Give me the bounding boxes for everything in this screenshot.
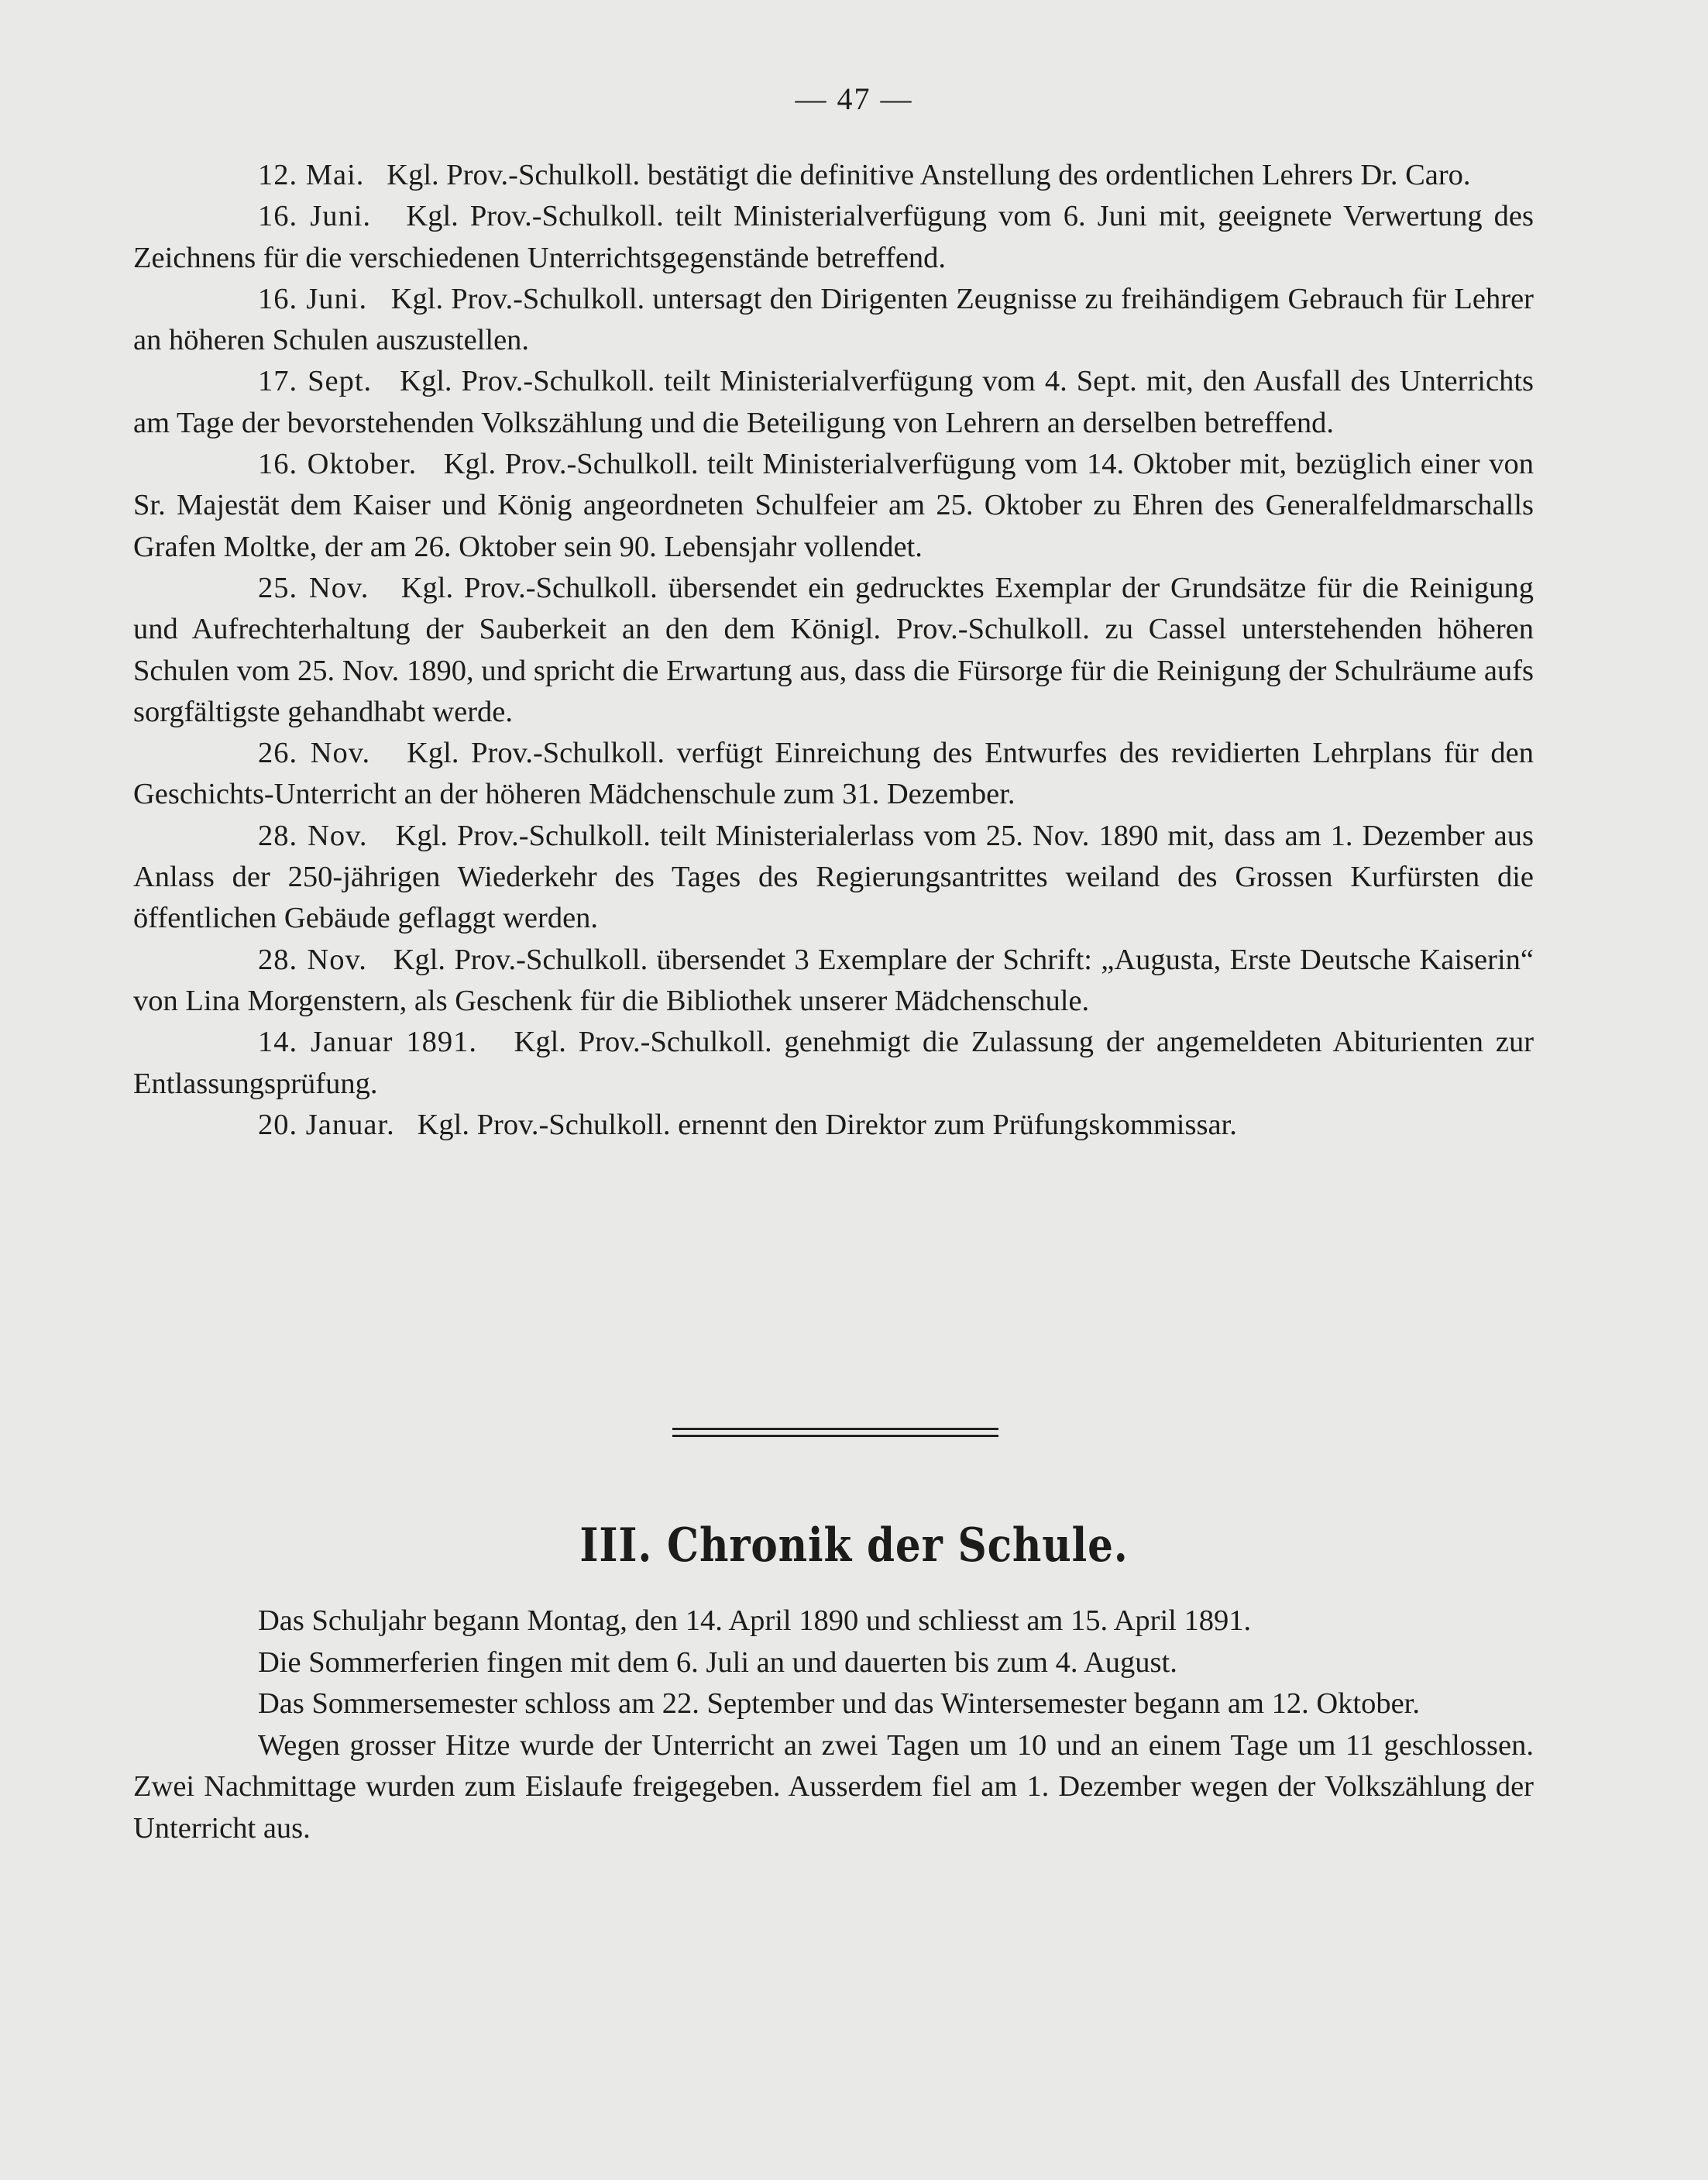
decree-entry	[133, 568, 1534, 733]
chronicle-paragraph: Das Schuljahr begann Montag, den 14. April 1890 und schliesst am 15. April 1891.	[258, 1604, 1252, 1637]
decree-entry	[133, 1105, 1534, 1146]
decree-list	[133, 155, 1534, 1146]
entry-text: Kgl. Prov.-Schulkoll. genehmigt die Zulassung der angemeldeten Abiturienten zur Entlassungsprüfung.	[133, 1026, 1534, 1100]
chronicle-paragraph: Die Sommerferien fingen mit dem 6. Juli an und dauerten bis zum 4. August.	[258, 1645, 1177, 1679]
entry-date: 26. Nov.	[258, 737, 371, 770]
entry-date: 16. Oktober.	[258, 448, 418, 481]
decree-entry	[133, 196, 1534, 279]
decree-entry	[133, 361, 1534, 444]
decree-entry	[133, 155, 1534, 196]
entry-text: Kgl. Prov.-Schulkoll. übersendet 3 Exemplare der Schrift: „Augusta, Erste Deutsche Kaiserin“ von Lina Morgenstern, als Geschenk für die Bibliothek unserer Mädchenschule.	[133, 943, 1534, 1017]
entry-text: Kgl. Prov.-Schulkoll. teilt Ministerialverfügung vom 14. Oktober mit, bezüglich einer von Sr. Majestät dem Kaiser und König angeordneten Schulfeier am 25. Oktober zu Ehren des Generalfeldmarschalls Grafen Moltke, der am 26. Oktober sein 90. Lebensjahr vollendet.	[133, 448, 1534, 563]
entry-date: 28. Nov.	[258, 819, 368, 852]
entry-text: Kgl. Prov.-Schulkoll. untersagt den Dirigenten Zeugnisse zu freihändigem Gebrauch für Lehrer an höheren Schulen auszustellen.	[133, 282, 1534, 357]
entry-date: 17. Sept.	[258, 365, 373, 398]
decree-entry	[133, 816, 1534, 940]
entry-date: 16. Juni.	[258, 282, 368, 315]
chronicle-paragraph: Das Sommersemester schloss am 22. September und das Wintersemester begann am 12. Oktober.	[258, 1687, 1420, 1720]
double-rule-divider	[672, 1428, 998, 1437]
decree-entry	[133, 1022, 1534, 1105]
entry-text: Kgl. Prov.-Schulkoll. teilt Ministerialverfügung vom 4. Sept. mit, den Ausfall des Unterrichts am Tage der bevorstehenden Volkszählung und die Beteiligung von Lehrern an derselben betreffend.	[133, 365, 1534, 439]
decree-entry	[133, 733, 1534, 816]
decree-entry	[133, 444, 1534, 568]
section-heading: III. Chronik der Schule.	[579, 1518, 1129, 1573]
entry-text: Kgl. Prov.-Schulkoll. teilt Ministerialerlass vom 25. Nov. 1890 mit, dass am 1. Dezember aus Anlass der 250-jährigen Wiederkehr des Tages des Regierungsantrittes weiland des Grossen Kurfürsten die öffentlichen Gebäude geflaggt werden.	[133, 819, 1534, 935]
chronicle-text	[133, 1601, 1534, 1849]
entry-text: Kgl. Prov.-Schulkoll. ernennt den Direktor zum Prüfungskommissar.	[417, 1108, 1237, 1141]
decree-entry	[133, 940, 1534, 1023]
entry-date: 20. Januar.	[258, 1108, 395, 1141]
entry-date: 16. Juni.	[258, 200, 372, 233]
entry-date: 28. Nov.	[258, 943, 367, 976]
decree-entry	[133, 279, 1534, 362]
entry-date: 25. Nov.	[258, 571, 369, 604]
entry-text: Kgl. Prov.-Schulkoll. verfügt Einreichung des Entwurfes des revidierten Lehrplans für den Geschichts-Unterricht an der höheren Mädchenschule zum 31. Dezember.	[133, 737, 1534, 811]
entry-text: Kgl. Prov.-Schulkoll. teilt Ministerialverfügung vom 6. Juni mit, geeignete Verwertung des Zeichnens für die verschiedenen Unterrichtsgegenstände betreffend.	[133, 200, 1534, 274]
page-number: — 47 —	[795, 81, 913, 116]
entry-date: 14. Januar 1891.	[258, 1026, 477, 1059]
chronicle-paragraph: Wegen grosser Hitze wurde der Unterricht an zwei Tagen um 10 und an einem Tage um 11 geschlossen. Zwei Nachmittage wurden zum Eislaufe freigegeben. Ausserdem fiel am 1. Dezember wegen der Volkszählung der Unterricht aus.	[133, 1728, 1534, 1845]
entry-text: Kgl. Prov.-Schulkoll. übersendet ein gedrucktes Exemplar der Grundsätze für die Reinigung und Aufrechterhaltung der Sauberkeit an den dem Königl. Prov.-Schulkoll. zu Cassel unterstehenden höheren Schulen vom 25. Nov. 1890, und spricht die Erwartung aus, dass die Fürsorge für die Reinigung der Schulräume aufs sorgfältigste gehandhabt werde.	[133, 571, 1534, 728]
entry-text: Kgl. Prov.-Schulkoll. bestätigt die definitive Anstellung des ordentlichen Lehrers Dr. Caro.	[387, 159, 1471, 191]
entry-date: 12. Mai.	[258, 159, 365, 191]
